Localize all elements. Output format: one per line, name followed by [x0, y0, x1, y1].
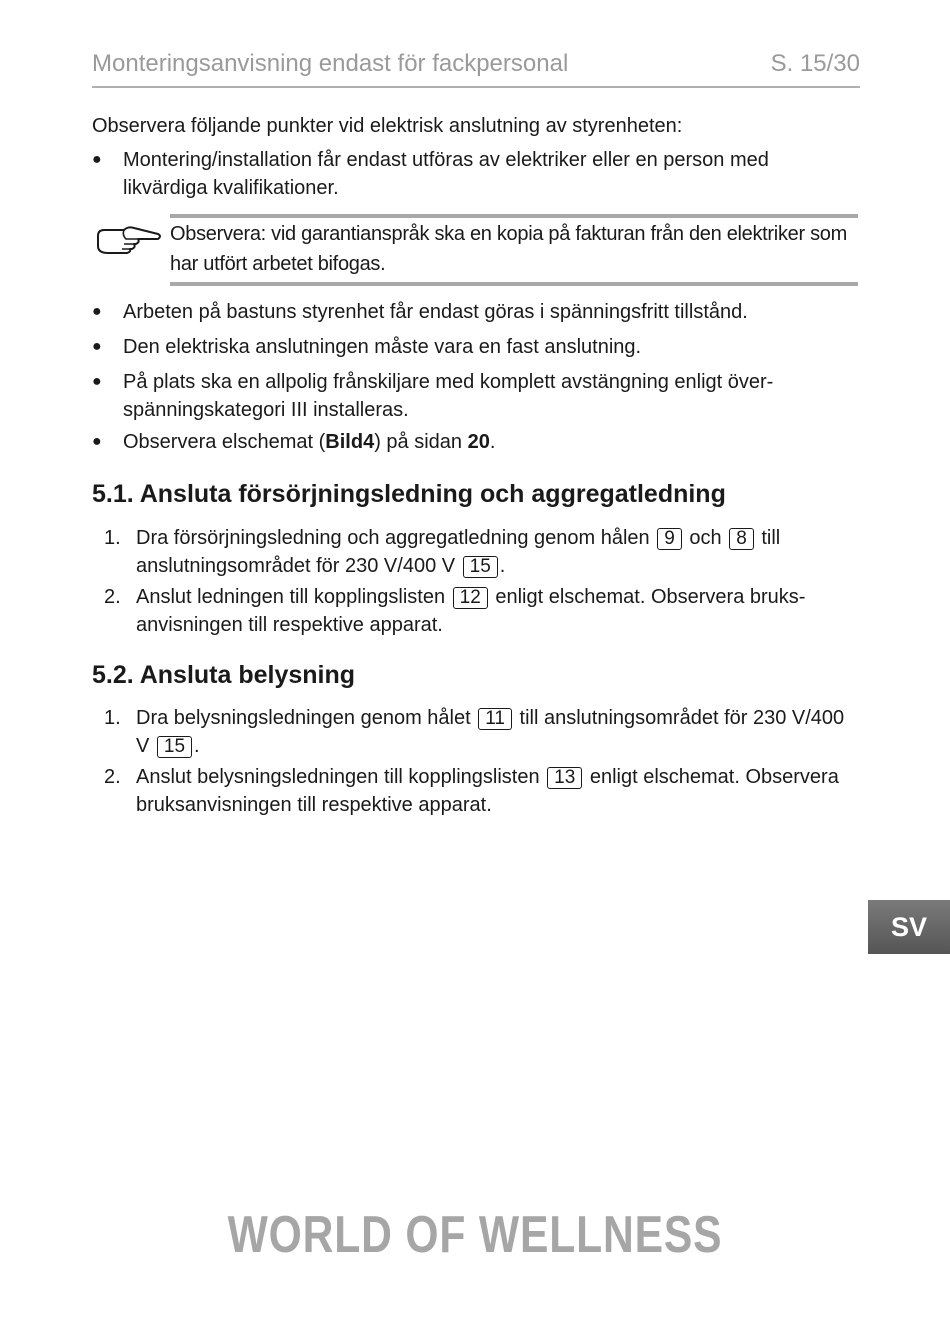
bullet-text: Arbeten på bastuns styrenhet får endast göras i spänningsfritt tillstånd. — [123, 301, 748, 323]
step-number: 2. — [104, 766, 121, 788]
page-header — [92, 50, 860, 88]
bullet-dot-icon: ● — [92, 151, 102, 168]
bullet-text: Den elektriska anslutningen måste vara en fast anslutning. — [123, 336, 642, 358]
part-number-box: 11 — [478, 708, 512, 730]
step-number: 1. — [104, 527, 121, 549]
note-text: Observera: vid garantianspråk ska en kopia på fakturan från den elektriker som har utfört arbetet bifogas. — [170, 223, 847, 275]
part-number-box: 12 — [453, 587, 488, 609]
step-text: Anslut ledningen till kopplingslisten 12 enligt elschemat. Observera bruks-anvisningen till respektive apparat. — [136, 586, 806, 636]
part-number-box: 8 — [729, 528, 754, 550]
bullet-item — [92, 298, 858, 326]
bullet-item — [92, 146, 858, 202]
section-heading-5-1: 5.1. Ansluta försörjningsledning och aggregatledning — [92, 480, 726, 508]
language-tab[interactable]: SV — [868, 900, 950, 954]
part-number-box: 15 — [463, 556, 498, 578]
bullet-text: Montering/installation får endast utföras av elektriker eller en person med likvärdiga kvalifikationer. — [123, 149, 769, 199]
step-text: Dra belysningsledningen genom hålet 11 till anslutningsområdet för 230 V/400 V 15 . — [136, 707, 845, 757]
bullet-text: På plats ska en allpolig frånskiljare med komplett avstängning enligt över-spänningskategori III installeras. — [123, 371, 774, 421]
note-top-rule — [170, 214, 858, 218]
pointing-hand-icon — [94, 222, 162, 258]
bullet-item — [92, 428, 858, 456]
part-number-box: 15 — [157, 736, 192, 758]
bullet-dot-icon: ● — [92, 373, 102, 390]
step-text: Anslut belysningsledningen till kopplingslisten 13 enligt elschemat. Observera bruksanvisningen till respektive apparat. — [136, 766, 839, 816]
bullet-dot-icon: ● — [92, 338, 102, 355]
page-number: S. 15/30 — [770, 50, 860, 77]
bullet-dot-icon: ● — [92, 303, 102, 320]
warranty-note — [92, 214, 858, 286]
bullet-dot-icon: ● — [92, 433, 102, 450]
section-heading-5-2: 5.2. Ansluta belysning — [92, 661, 356, 689]
part-number-box: 13 — [547, 767, 582, 789]
bullet-item — [92, 333, 858, 361]
document-title: Monteringsanvisning endast för fackpersonal — [92, 50, 569, 77]
note-bottom-rule — [170, 282, 858, 286]
brand-footer: WORLD OF WELLNESS — [227, 1206, 723, 1264]
part-number-box: 9 — [657, 528, 682, 550]
step-item — [92, 524, 858, 580]
page-reference: 20 — [467, 431, 490, 453]
intro-text: Observera följande punkter vid elektrisk anslutning av styrenheten: — [92, 115, 683, 137]
bullet-item — [92, 368, 858, 424]
step-item — [92, 763, 858, 819]
step-text: Dra försörjningsledning och aggregatledning genom hålen 9 och 8 till anslutningsområdet för 230 V/400 V 15 . — [136, 527, 781, 577]
bullet-text: Observera elschemat (Bild4) på sidan 20. — [123, 431, 496, 453]
step-item — [92, 704, 858, 760]
step-number: 2. — [104, 586, 121, 608]
step-number: 1. — [104, 707, 121, 729]
step-item — [92, 583, 858, 639]
figure-reference: Bild4 — [325, 431, 375, 453]
